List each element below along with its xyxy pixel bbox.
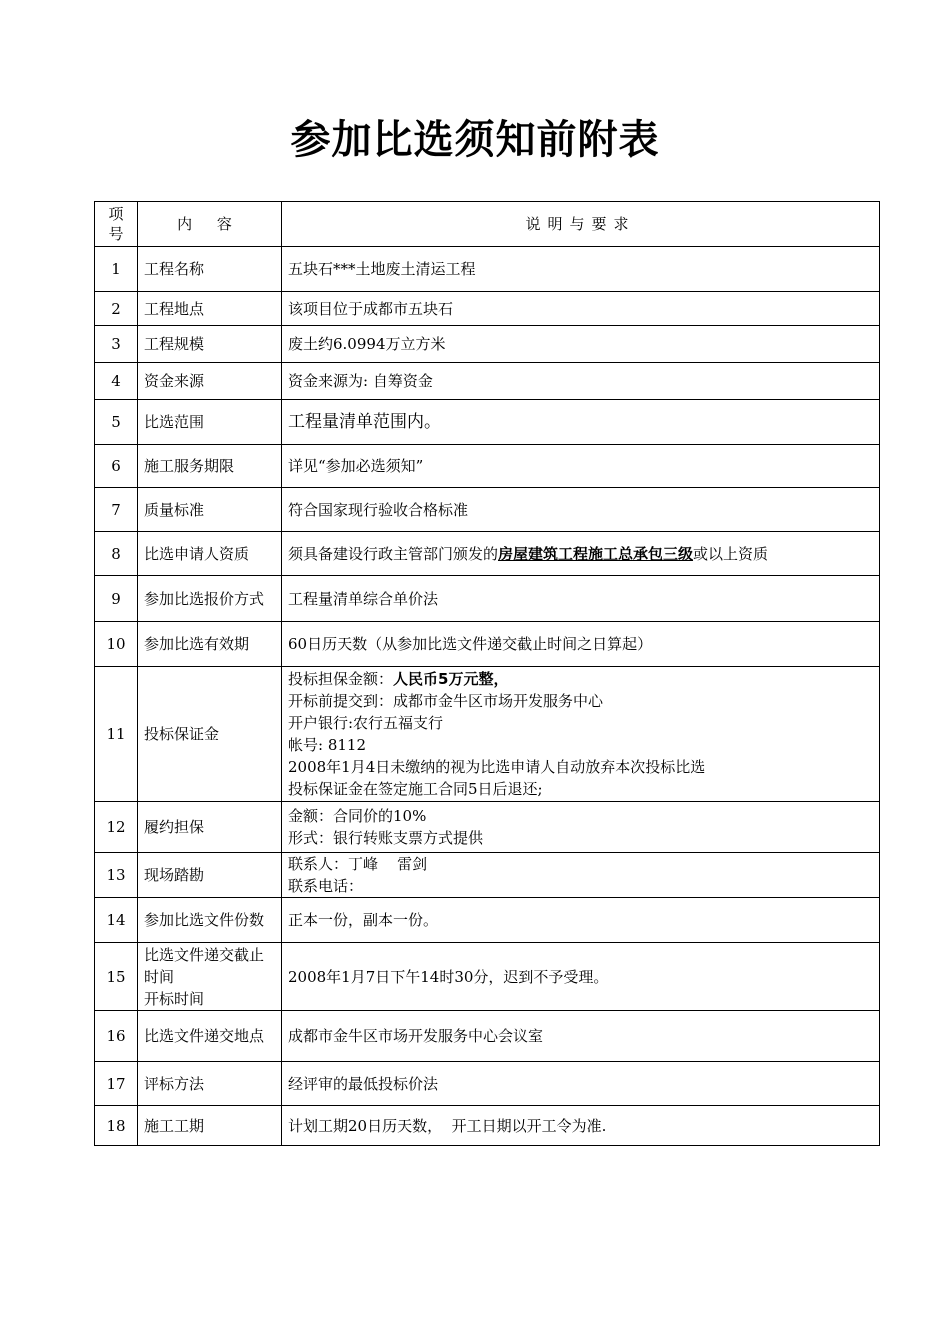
table-row xyxy=(95,943,880,1011)
table-row xyxy=(95,445,880,488)
row-num: 7 xyxy=(95,488,138,532)
page-title: 参加比选须知前附表 xyxy=(290,117,660,163)
row-num: 15 xyxy=(95,943,138,1011)
row-content: 评标方法 xyxy=(138,1062,282,1106)
header-content: 内 容 xyxy=(138,202,282,247)
row-num: 10 xyxy=(95,622,138,667)
row-desc: 工程量清单综合单价法 xyxy=(282,576,880,622)
row-num: 11 xyxy=(95,667,138,802)
row-desc xyxy=(282,667,880,802)
row-desc: 详见“参加必选须知” xyxy=(282,445,880,488)
desc-prefix: 须具备建设行政主管部门颁发的 xyxy=(288,544,499,563)
row-num: 5 xyxy=(95,400,138,445)
row-num: 13 xyxy=(95,853,138,898)
row-content: 参加比选文件份数 xyxy=(138,898,282,943)
header-desc: 说明与要求 xyxy=(282,202,880,247)
row-num: 16 xyxy=(95,1011,138,1062)
row-content: 资金来源 xyxy=(138,363,282,400)
row-desc: 废土约6.0994万立方米 xyxy=(282,326,880,363)
row-num: 8 xyxy=(95,532,138,576)
table-row xyxy=(95,1062,880,1106)
row-content: 履约担保 xyxy=(138,802,282,853)
table-row xyxy=(95,1106,880,1146)
row-num: 2 xyxy=(95,292,138,326)
row-content: 工程规模 xyxy=(138,326,282,363)
header-num-line1: 项 xyxy=(108,205,124,223)
row-desc: 计划工期20日历天数， 开工日期以开工令为准. xyxy=(282,1106,880,1146)
desc-line: 联系人：丁峰 雷剑 xyxy=(288,855,428,873)
desc-line: 帐号: 8112 xyxy=(288,736,366,754)
row-desc: 2008年1月7日下午14时30分，迟到不予受理。 xyxy=(282,943,880,1011)
table-row xyxy=(95,488,880,532)
table-row xyxy=(95,292,880,326)
row-content: 现场踏勘 xyxy=(138,853,282,898)
row-num: 9 xyxy=(95,576,138,622)
row-content: 工程名称 xyxy=(138,247,282,292)
table-header-row xyxy=(95,202,880,247)
desc-suffix: 或以上资质 xyxy=(693,544,769,563)
row-desc: 符合国家现行验收合格标准 xyxy=(282,488,880,532)
table-row xyxy=(95,576,880,622)
desc-line: 联系电话： xyxy=(288,877,364,895)
row-content: 比选申请人资质 xyxy=(138,532,282,576)
desc-line: 金额：合同价的10% xyxy=(288,807,427,825)
table-row xyxy=(95,898,880,943)
row-desc: 资金来源为: 自筹资金 xyxy=(282,363,880,400)
table-row xyxy=(95,802,880,853)
desc-line: 形式：银行转账支票方式提供 xyxy=(288,829,484,847)
row-num: 3 xyxy=(95,326,138,363)
row-desc xyxy=(282,532,880,576)
desc-line: 投标保证金在签定施工合同5日后退还; xyxy=(288,780,543,798)
row-content: 参加比选报价方式 xyxy=(138,576,282,622)
deposit-amount: 人民币5万元整， xyxy=(393,670,509,688)
row-num: 14 xyxy=(95,898,138,943)
table-row xyxy=(95,667,880,802)
row-desc: 经评审的最低投标价法 xyxy=(282,1062,880,1106)
row-content: 施工工期 xyxy=(138,1106,282,1146)
row-num: 4 xyxy=(95,363,138,400)
table-row xyxy=(95,853,880,898)
row-desc: 60日历天数（从参加比选文件递交截止时间之日算起） xyxy=(282,622,880,667)
row-content xyxy=(138,943,282,1011)
table-row xyxy=(95,1011,880,1062)
row-content: 质量标准 xyxy=(138,488,282,532)
table-row xyxy=(95,400,880,445)
desc-line-prefix: 投标担保金额： xyxy=(288,670,394,688)
row-content: 比选范围 xyxy=(138,400,282,445)
row-content: 参加比选有效期 xyxy=(138,622,282,667)
table-row xyxy=(95,363,880,400)
row-desc: 成都市金牛区市场开发服务中心会议室 xyxy=(282,1011,880,1062)
table-row xyxy=(95,326,880,363)
row-desc: 工程量清单范围内。 xyxy=(282,400,880,445)
row-desc xyxy=(282,853,880,898)
row-desc: 正本一份，副本一份。 xyxy=(282,898,880,943)
row-desc: 该项目位于成都市五块石 xyxy=(282,292,880,326)
row-num: 12 xyxy=(95,802,138,853)
desc-line xyxy=(288,668,873,690)
table-row xyxy=(95,247,880,292)
requirements-table xyxy=(94,201,880,1146)
content-line: 比选文件递交截止时间 xyxy=(144,945,265,986)
row-desc: 五块石***土地废土清运工程 xyxy=(282,247,880,292)
row-content: 施工服务期限 xyxy=(138,445,282,488)
row-num: 18 xyxy=(95,1106,138,1146)
row-num: 6 xyxy=(95,445,138,488)
qualification-emphasis: 房屋建筑工程施工总承包三级 xyxy=(498,544,694,563)
desc-line: 开户银行:农行五福支行 xyxy=(288,714,444,732)
table-row xyxy=(95,532,880,576)
header-num-line2: 号 xyxy=(108,225,124,243)
row-content: 工程地点 xyxy=(138,292,282,326)
row-content: 投标保证金 xyxy=(138,667,282,802)
row-content: 比选文件递交地点 xyxy=(138,1011,282,1062)
row-desc xyxy=(282,802,880,853)
content-line: 开标时间 xyxy=(144,989,205,1008)
row-num: 17 xyxy=(95,1062,138,1106)
desc-line: 2008年1月4日未缴纳的视为比选申请人自动放弃本次投标比选 xyxy=(288,758,706,776)
desc-line: 开标前提交到：成都市金牛区市场开发服务中心 xyxy=(288,692,604,710)
header-num xyxy=(95,202,138,247)
table-row xyxy=(95,622,880,667)
row-num: 1 xyxy=(95,247,138,292)
